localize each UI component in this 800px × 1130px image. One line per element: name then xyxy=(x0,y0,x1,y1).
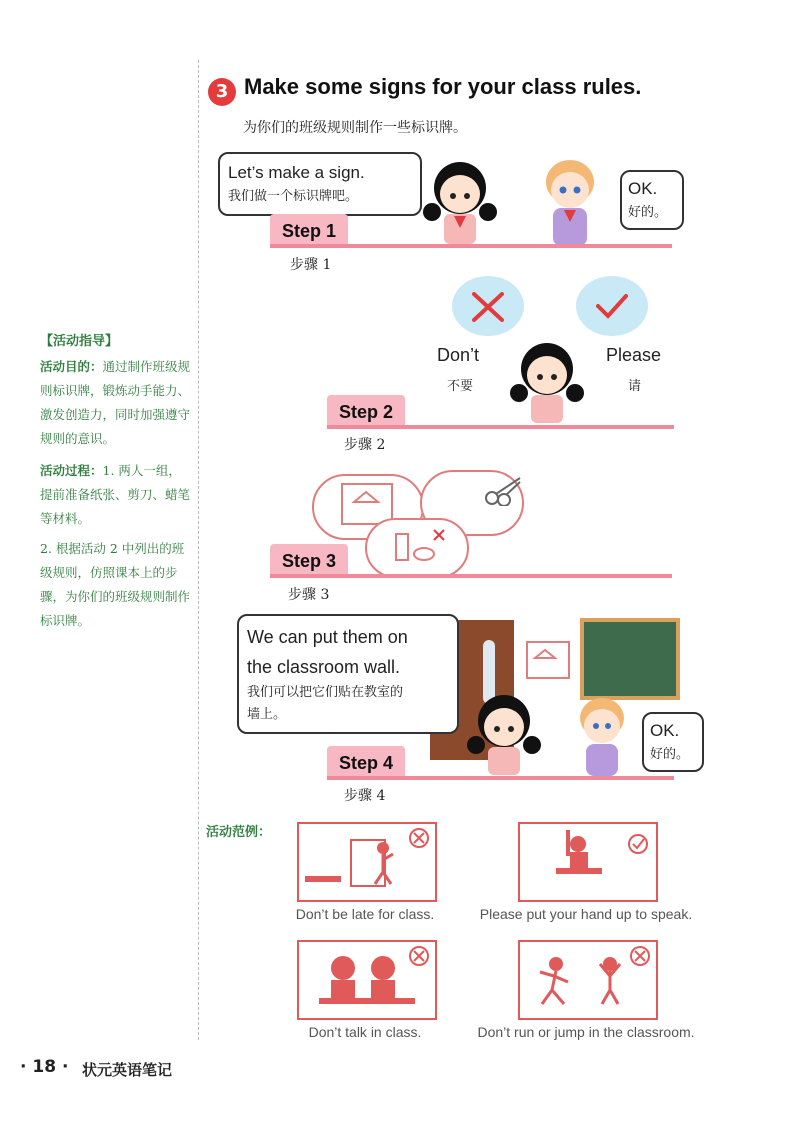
dont-label: Don’t xyxy=(437,345,480,365)
bubble-cn: 我们做一个标识牌吧。 xyxy=(228,189,359,204)
step-1-cn: 步骤 1 xyxy=(290,257,332,273)
late-student-icon xyxy=(299,824,435,900)
page-number: · 18 · xyxy=(20,1057,69,1077)
bubble-en-line-1: We can put them on xyxy=(247,627,408,647)
bubble-cn: 好的。 xyxy=(650,747,690,762)
step-3-line xyxy=(270,574,672,578)
no-food-sign-icon xyxy=(390,526,450,566)
boy-character-icon xyxy=(570,690,634,778)
bubble-en: Let’s make a sign. xyxy=(228,163,365,182)
cross-icon xyxy=(470,290,506,324)
bubble-cn-line-2: 墙上。 xyxy=(247,707,287,722)
page-title: Make some signs for your class rules. xyxy=(244,74,642,99)
blackboard xyxy=(580,618,680,700)
sidebar-label-process: 活动过程： xyxy=(40,463,103,478)
speech-bubble-girl-1 xyxy=(218,152,422,216)
sidebar-label-purpose: 活动目的： xyxy=(40,359,103,374)
talking-students-icon xyxy=(299,942,435,1018)
please-label: Please xyxy=(606,345,662,365)
bubble-en-line-2: the classroom wall. xyxy=(247,657,401,677)
speech-bubble-boy-1 xyxy=(620,170,684,230)
caption-talk: Don’t talk in class. xyxy=(308,1024,422,1040)
activity-number-badge: 3 xyxy=(208,78,236,106)
girl-character-icon xyxy=(418,150,500,250)
sidebar-text-purpose: 通过制作班级规则标识牌，锻炼动手能力、激发创造力，同时加强遵守规则的意识。 xyxy=(40,359,191,446)
bubble-cn-line-1: 我们可以把它们贴在教室的 xyxy=(247,685,404,700)
step-4-tab: Step 4 xyxy=(327,746,405,778)
girl-character-icon xyxy=(462,685,544,777)
girl-character-icon xyxy=(505,333,587,425)
speech-bubble-boy-2 xyxy=(642,712,704,772)
running-students-icon xyxy=(520,942,656,1018)
wall-sign-icon xyxy=(525,640,571,680)
step-4-cn: 步骤 4 xyxy=(344,788,386,804)
step-3-tab: Step 3 xyxy=(270,544,348,576)
bubble-en: OK. xyxy=(650,721,680,740)
sidebar-paragraph-3: 2. 根据活动 2 中列出的班级规则，仿照课本上的步骤，为你们的班级规则制作标识牌。 xyxy=(40,541,191,628)
step-1-tab: Step 1 xyxy=(270,214,348,246)
please-cn-label: 请 xyxy=(628,379,642,394)
caption-hand-up: Please put your hand up to speak. xyxy=(479,906,693,922)
step-4-line xyxy=(327,776,674,780)
step-3-cn: 步骤 3 xyxy=(288,587,330,603)
caption-run: Don’t run or jump in the classroom. xyxy=(477,1024,695,1040)
speech-bubble-girl-2 xyxy=(237,614,459,734)
example-card-run xyxy=(518,940,658,1020)
step-2-line xyxy=(327,425,674,429)
book-title: 状元英语笔记 xyxy=(82,1061,173,1079)
sidebar-paragraph-2 xyxy=(40,459,192,531)
boy-character-icon xyxy=(535,150,605,250)
sidebar-text-process: 1. 两人一组，提前准备纸张、剪刀、蜡笔等材料。 xyxy=(40,463,191,526)
example-card-talk xyxy=(297,940,437,1020)
step-2-cn: 步骤 2 xyxy=(344,437,386,453)
dont-cn-label: 不要 xyxy=(447,379,474,394)
caption-late: Don’t be late for class. xyxy=(295,906,435,922)
scissors-icon xyxy=(484,474,524,506)
bubble-en: OK. xyxy=(628,179,658,198)
example-card-late xyxy=(297,822,437,902)
step-2-tab: Step 2 xyxy=(327,395,405,427)
example-card-hand-up xyxy=(518,822,658,902)
check-icon xyxy=(594,292,630,322)
step-1-line xyxy=(270,244,672,248)
sidebar-title: 【活动指导】 xyxy=(40,334,119,349)
example-label: 活动范例： xyxy=(206,825,272,840)
column-divider xyxy=(198,60,199,1040)
bubble-cn: 好的。 xyxy=(628,205,668,220)
hand-up-student-icon xyxy=(520,824,656,900)
page-subtitle: 为你们的班级规则制作一些标识牌。 xyxy=(243,120,467,136)
sidebar-paragraph-1 xyxy=(40,355,192,451)
